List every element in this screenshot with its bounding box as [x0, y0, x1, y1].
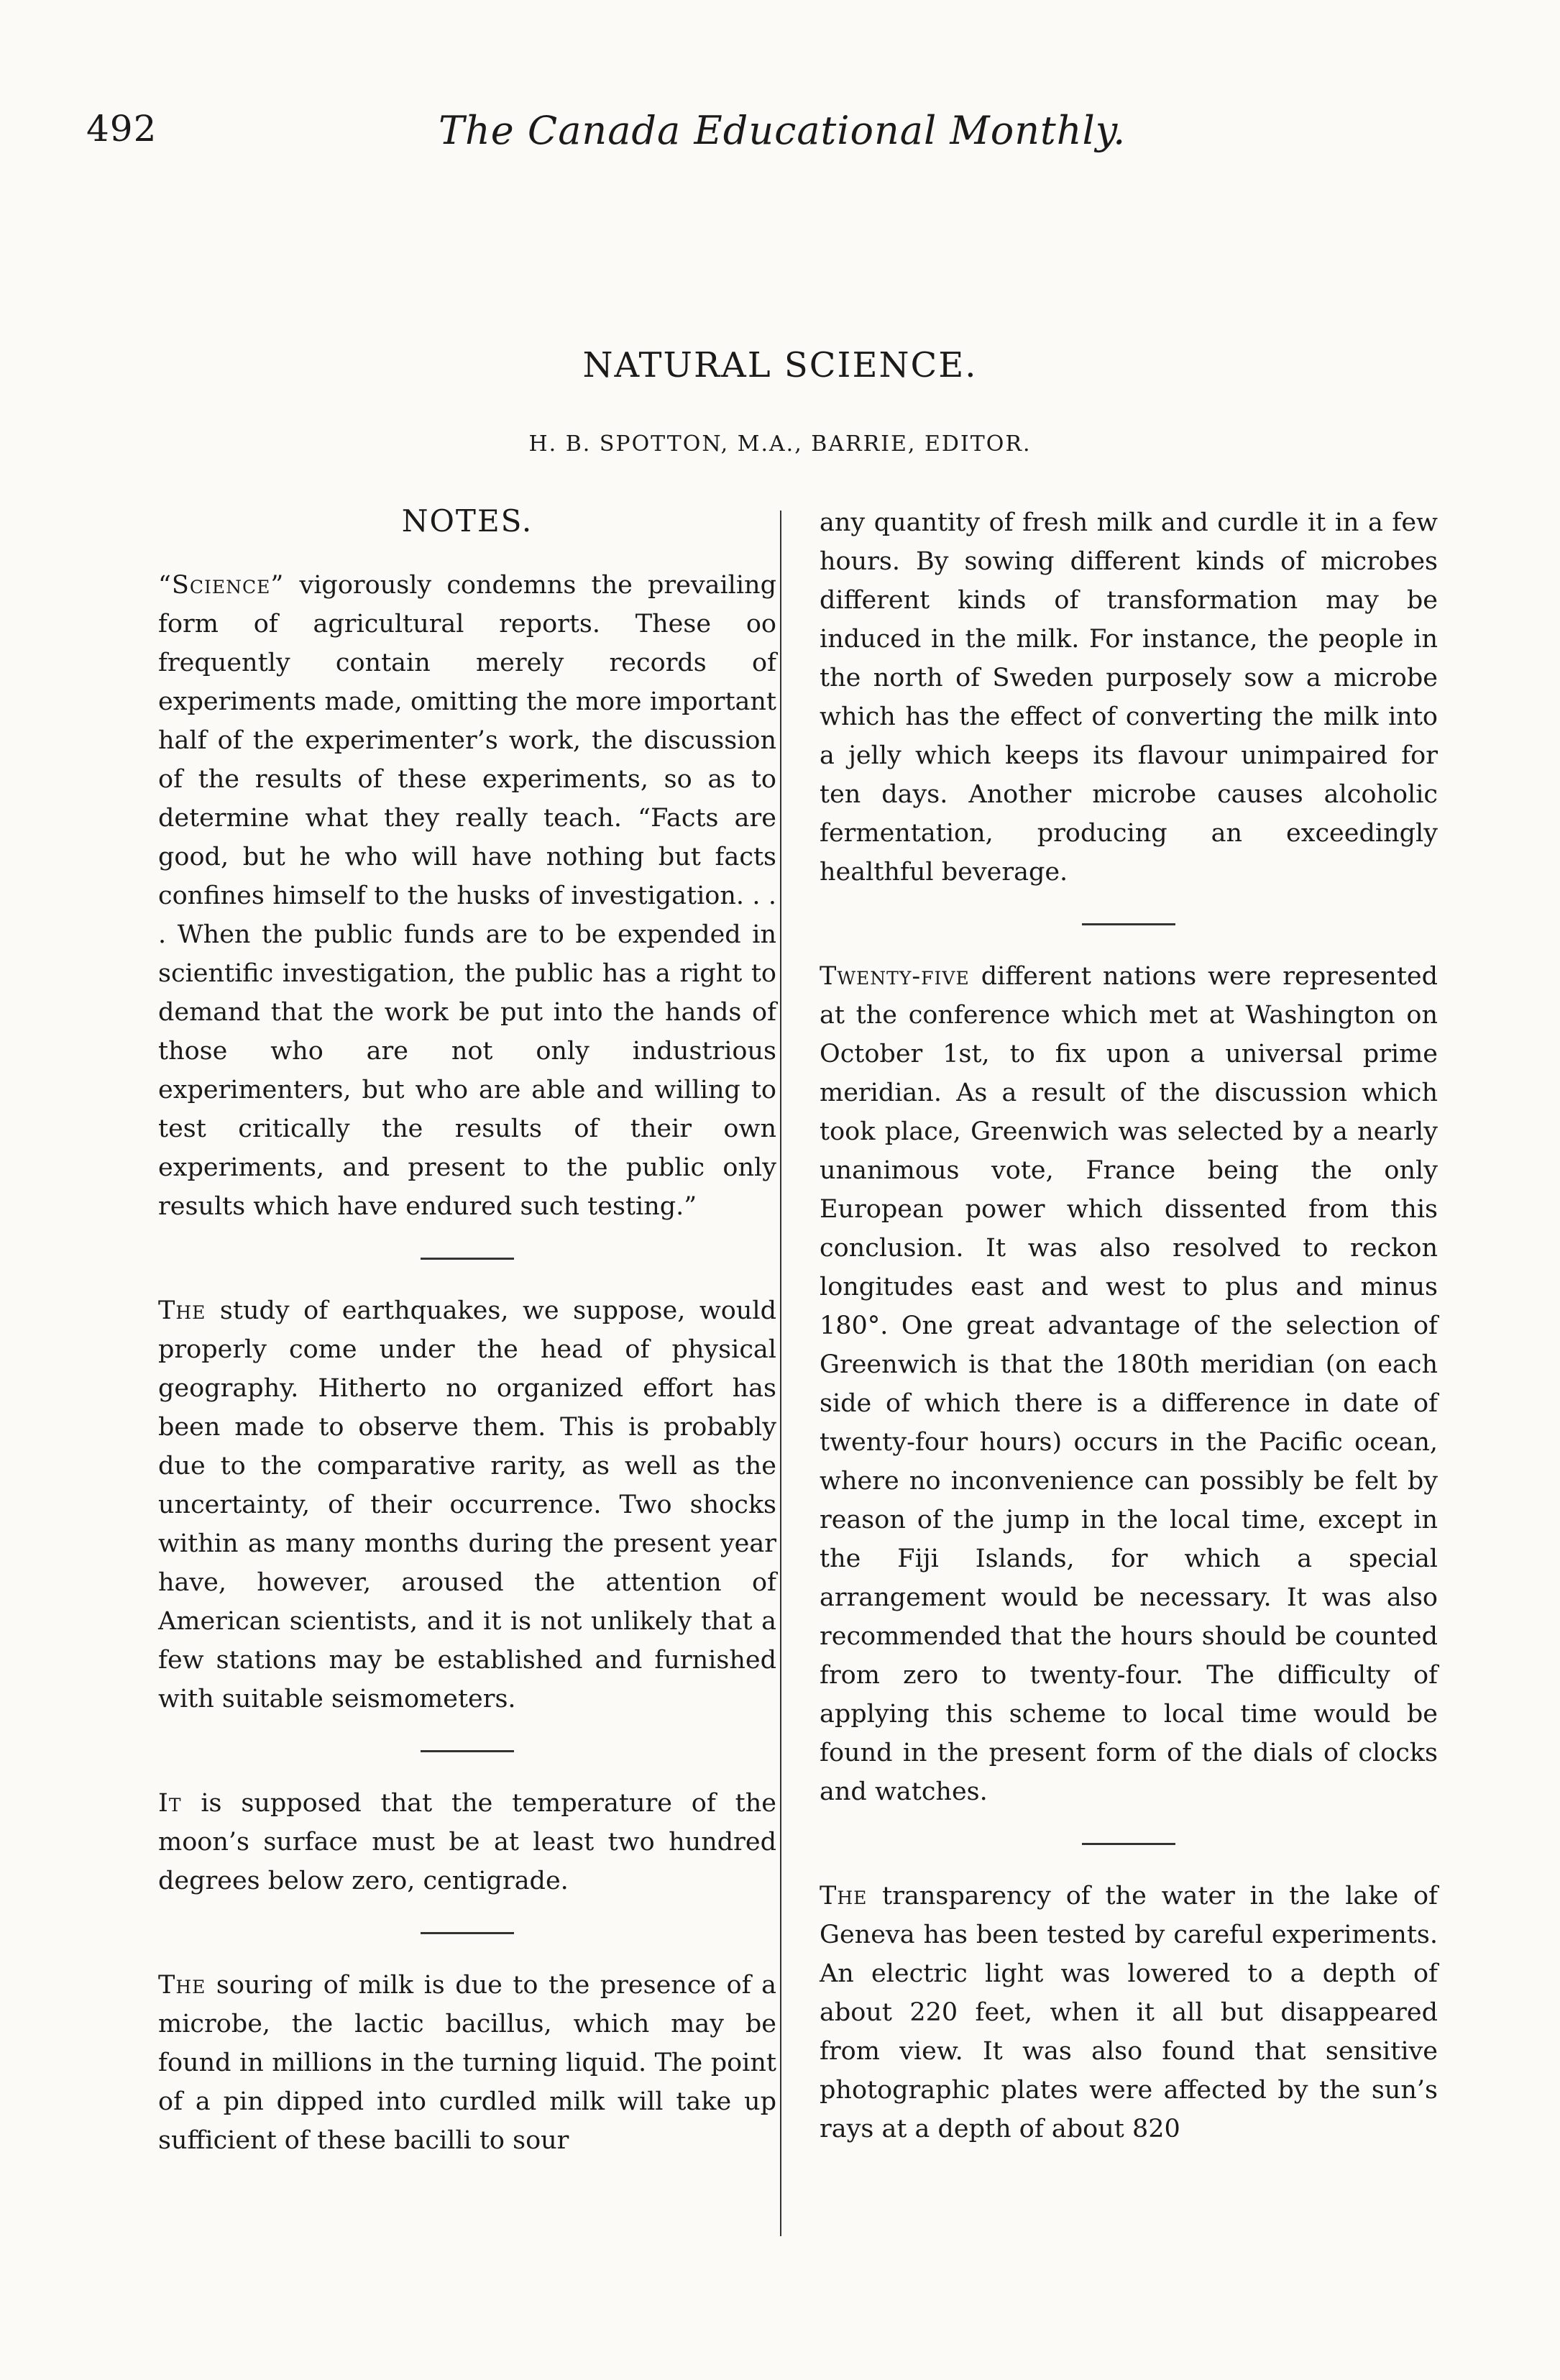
paragraph-text: is supposed that the temperature of the moon’s surface must be at least two hundred degrees below zero, centigrade.: [158, 1789, 776, 1895]
editor-line: H. B. SPOTTON, M.A., BARRIE, EDITOR.: [528, 431, 1032, 457]
paragraph-lead: Twenty-five: [820, 962, 970, 991]
column-rule: [780, 511, 781, 2236]
running-head: [86, 108, 1452, 165]
paragraph-lead: The: [158, 1971, 206, 2000]
paragraph-text: souring of milk is due to the presence of a microbe, the lactic bacillus, which may be found in millions in the turning liquid. The point of a pin dipped into curdled milk will take up sufficient of these bacilli to sour: [158, 1971, 776, 2155]
journal-title: The Canada Educational Monthly.: [439, 108, 1127, 153]
paragraph-lead: It: [158, 1789, 182, 1818]
notes-heading: NOTES.: [401, 503, 533, 539]
paragraph-lead: “Science”: [158, 571, 285, 600]
paragraph-lake-geneva: [820, 1877, 1438, 2148]
paragraph-text: study of earthquakes, we suppose, would properly come under the head of physical geography. Hitherto no organized effort has been made to observe them. This is probably due to the comparative rarity, as well as the uncertainty, of their occurrence. Two shocks within as many months during the present year have, however, aroused the attention of American scientists, and it is not unlikely that a few stations may be established and furnished with suitable seismometers.: [158, 1296, 776, 1713]
paragraph-lead: The: [820, 1882, 868, 1910]
paragraph-text: vigorously condemns the prevailing form of agricultural reports. These oo frequently contain merely records of experiments made, omitting the more important half of the experimenter’s work, the discussion of the results of these experiments, so as to determine what they really teach. “Facts are good, but he who will have nothing but facts confines himself to the husks of investigation. . . . When the public funds are to be expended in scientific investigation, the public has a right to demand that the work be put into the hands of those who are not only industrious experimenters, but who are able and willing to test critically the results of their own experiments, and present to the public only results which have endured such testing.”: [158, 571, 776, 1221]
paragraph-souring-milk: [158, 1966, 776, 2160]
paragraph-agricultural-reports: [158, 566, 776, 1226]
separator-rule: [1082, 923, 1175, 925]
left-column: [158, 503, 776, 2160]
paragraph-moon-temperature: [158, 1784, 776, 1900]
separator-rule: [1082, 1843, 1175, 1845]
paragraph-text: different nations were represented at the conference which met at Washington on October 1st, to fix upon a universal prime meridian. As a result of the discussion which took place, Greenwich was selected by a nearly unanimous vote, France being the only European power which dissented from this conclusion. It was also resolved to reckon longitudes east and west to plus and minus 180°. One great advantage of the selection of Greenwich is that the 180th meridian (on each side of which there is a difference in date of twenty-four hours) occurs in the Pacific ocean, where no inconvenience can possibly be felt by reason of the jump in the local time, except in the Fiji Islands, for which a special arrangement would be necessary. It was also recommended that the hours should be counted from zero to twenty-four. The difficulty of applying this scheme to local time would be found in the present form of the dials of clocks and watches.: [820, 962, 1438, 1806]
separator-rule: [421, 1750, 514, 1752]
paragraph-lead: The: [158, 1296, 206, 1325]
section-title: NATURAL SCIENCE.: [582, 345, 978, 385]
paragraph-text: transparency of the water in the lake of Geneva has been tested by careful experiments. An electric light was lowered to a depth of about 220 feet, when it all but disappeared from view. It was also found that sensitive photographic plates were affected by the sun’s rays at a depth of about 820: [820, 1882, 1438, 2143]
paragraph-milk-continuation: any quantity of fresh milk and curdle it in a few hours. By sowing different kinds of microbes different kinds of transformation may be induced in the milk. For instance, the people in the north of Sweden purposely sow a microbe which has the effect of converting the milk into a jelly which keeps its flavour unimpaired for ten days. Another microbe causes alcoholic fermentation, producing an exceedingly healthful beverage.: [820, 508, 1438, 887]
paragraph-earthquakes: [158, 1291, 776, 1718]
separator-rule: [421, 1932, 514, 1934]
page-number: 492: [86, 108, 157, 150]
separator-rule: [421, 1258, 514, 1260]
right-column: [820, 503, 1438, 2148]
paragraph-prime-meridian: [820, 957, 1438, 1811]
